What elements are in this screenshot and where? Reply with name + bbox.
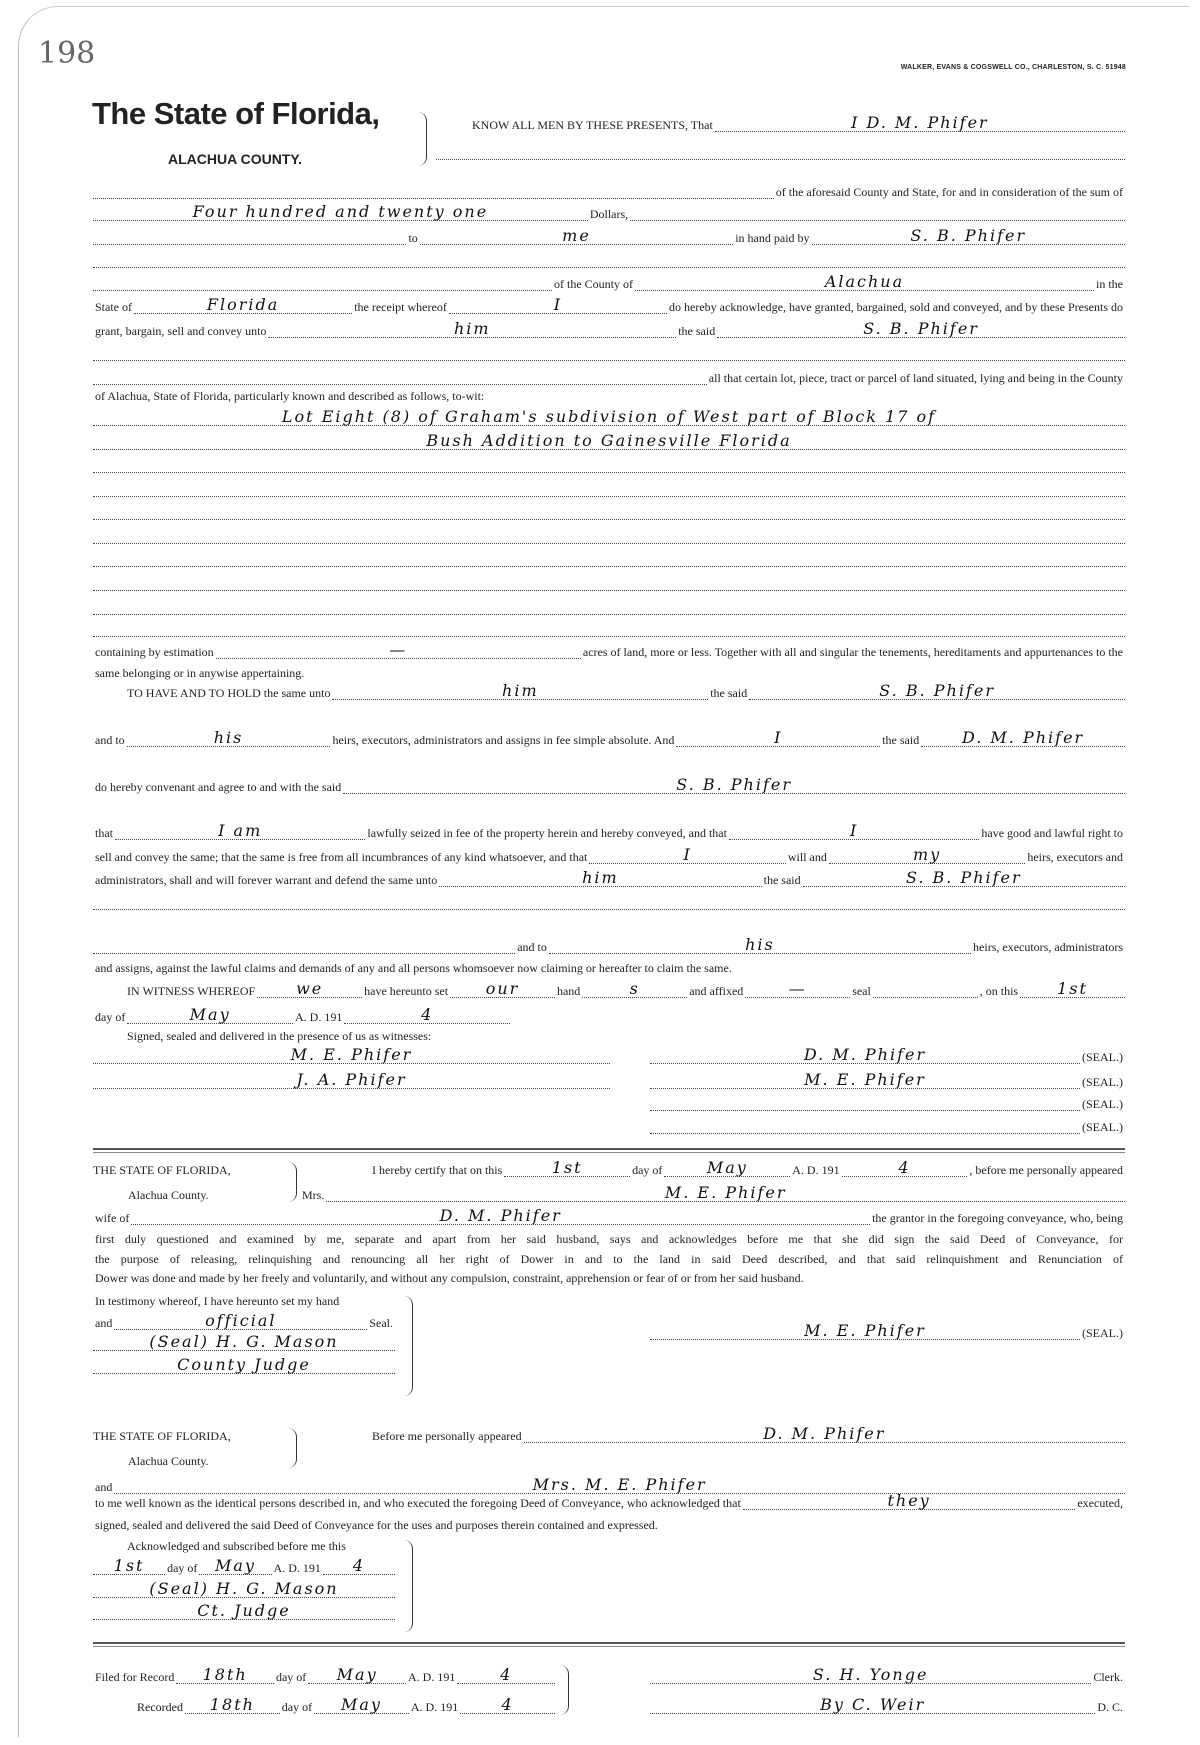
printed-text: day of — [275, 1670, 307, 1684]
handwritten-entry: M. E. Phifer — [664, 1183, 787, 1202]
form-line — [135, 1694, 555, 1714]
form-line — [125, 978, 1125, 998]
printed-text: In testimony whereof, I have hereunto set my hand — [95, 1294, 340, 1308]
handwritten-entry: 1st — [1057, 979, 1088, 998]
form-line — [93, 430, 1125, 450]
form-line — [650, 1320, 1125, 1340]
handwritten-entry: By C. Weir — [820, 1695, 926, 1714]
handwritten-entry: May — [341, 1695, 382, 1714]
handwritten-entry: they — [887, 1491, 931, 1510]
printed-text: in hand paid by — [735, 231, 810, 245]
form-line — [470, 112, 1125, 132]
fill-in-field[interactable] — [582, 979, 687, 998]
form-line — [650, 1069, 1125, 1089]
printed-text: (SEAL.) — [1082, 1075, 1123, 1089]
fill-in-field[interactable] — [127, 728, 331, 747]
fill-in-field[interactable] — [460, 1695, 555, 1714]
fill-in-field[interactable] — [436, 145, 1125, 160]
printed-text: day of — [281, 1700, 313, 1714]
handwritten-entry: I — [553, 295, 563, 314]
printed-text: Acknowledged and subscribed before me this — [127, 1539, 346, 1553]
form-line — [93, 524, 1125, 544]
form-line — [93, 890, 1125, 910]
printed-text: to — [408, 231, 418, 245]
printed-text: State of — [95, 300, 132, 314]
printed-text: Clerk. — [1093, 1670, 1123, 1684]
handwritten-entry: I am — [218, 821, 263, 840]
handwritten-entry: D. M. Phifer — [961, 728, 1085, 747]
cert-county-label: Alachua County. — [128, 1188, 209, 1202]
fill-in-field[interactable] — [812, 226, 1125, 245]
form-line — [93, 225, 1125, 245]
handwritten-entry: 1st — [551, 1158, 583, 1177]
fill-in-field[interactable] — [589, 845, 786, 864]
form-line — [93, 844, 1125, 864]
county-heading: ALACHUA COUNTY. — [168, 151, 303, 167]
printed-text: all that certain lot, piece, tract or parcel of land situated, lying and being in the County — [708, 371, 1123, 385]
handwritten-entry: — — [389, 640, 408, 659]
handwritten-entry: Florida — [206, 295, 280, 314]
printed-text: (SEAL.) — [1082, 1097, 1123, 1111]
handwritten-entry: J. A. Phifer — [296, 1070, 407, 1089]
handwritten-entry: 4 — [898, 1158, 911, 1177]
printed-text: Signed, sealed and delivered in the presence of us as witnesses: — [127, 1029, 432, 1043]
fill-in-field[interactable] — [326, 1183, 1125, 1202]
handwritten-entry: S. B. Phifer — [905, 868, 1022, 887]
printed-text: executed, — [1077, 1496, 1123, 1510]
form-line — [93, 1288, 395, 1308]
section-divider — [93, 1642, 1125, 1647]
fill-in-field[interactable] — [650, 1096, 1080, 1111]
printed-text: have hereunto set — [364, 984, 449, 998]
handwritten-entry: May — [336, 1665, 378, 1684]
fill-in-field[interactable] — [650, 1321, 1080, 1340]
fill-in-field[interactable] — [450, 979, 555, 998]
form-line — [93, 406, 1125, 426]
fill-in-field[interactable] — [93, 1045, 610, 1064]
handwritten-entry: — — [788, 979, 807, 998]
form-line — [93, 639, 1125, 659]
handwritten-entry: May — [706, 1158, 748, 1177]
printed-text: and assigns, against the lawful claims and demands of any and all persons whomsoever now claiming or hereafter to claim the same. — [95, 961, 732, 975]
printed-text: (SEAL.) — [1082, 1120, 1123, 1134]
printed-text: and to — [95, 733, 125, 747]
form-line — [93, 179, 1125, 199]
brace — [560, 1665, 569, 1715]
brace — [404, 1296, 413, 1396]
handwritten-entry: 18th — [202, 1665, 248, 1684]
fill-in-field[interactable] — [439, 868, 761, 887]
printed-text: do hereby convenant and agree to and with the said — [95, 780, 342, 794]
printed-text: grant, bargain, sell and convey unto — [95, 324, 267, 338]
printed-text: day of — [632, 1163, 663, 1177]
printed-text: of Alachua, State of Florida, particularly known and described as follows, to-wit: — [95, 389, 485, 403]
handwritten-entry: M. E. Phifer — [804, 1070, 926, 1089]
cert2-county-label: Alachua County. — [128, 1454, 209, 1468]
handwritten-entry: I — [850, 821, 859, 840]
fill-in-field[interactable] — [93, 895, 1125, 910]
fill-in-field[interactable] — [93, 458, 1125, 473]
fill-in-field[interactable] — [114, 1311, 367, 1330]
fill-in-field[interactable] — [676, 728, 880, 747]
printed-text: the said — [763, 873, 801, 887]
printed-text: Dollars, — [589, 207, 629, 221]
handwritten-entry: M. E. Phifer — [290, 1045, 413, 1064]
printed-text: administrators, shall and will forever warrant and defend the same unto — [95, 873, 438, 887]
fill-in-field[interactable] — [93, 939, 515, 954]
fill-in-field[interactable] — [729, 821, 979, 840]
fill-in-field[interactable] — [176, 1665, 274, 1684]
brace — [288, 1162, 297, 1202]
handwritten-entry: 4 — [500, 1665, 513, 1684]
fill-in-field[interactable] — [93, 576, 1125, 591]
form-line — [125, 1533, 400, 1553]
fill-in-field[interactable] — [93, 1601, 395, 1620]
fill-in-field[interactable] — [549, 935, 971, 954]
printed-text: and to — [517, 940, 547, 954]
form-line — [93, 1265, 1125, 1285]
form-line — [93, 1004, 510, 1024]
form-line — [93, 934, 1125, 954]
form-line — [93, 1512, 1125, 1532]
form-line — [93, 500, 1125, 520]
printed-text: Before me personally appeared — [372, 1429, 522, 1443]
fill-in-field[interactable] — [717, 319, 1125, 338]
printed-text: Mrs. — [302, 1188, 325, 1202]
handwritten-entry: Mrs. M. E. Phifer — [532, 1475, 707, 1494]
printed-text: of the aforesaid County and State, for and in consideration of the sum of — [775, 185, 1123, 199]
handwritten-entry: our — [485, 979, 520, 998]
form-line — [93, 248, 1125, 268]
form-line — [650, 1694, 1125, 1714]
handwritten-entry: D. M. Phifer — [763, 1424, 886, 1443]
handwritten-entry: (Seal) H. G. Mason — [149, 1579, 339, 1598]
form-line — [93, 820, 1125, 840]
printed-text: I hereby certify that on this — [372, 1163, 503, 1177]
fill-in-field[interactable] — [314, 1695, 409, 1714]
fill-in-field[interactable] — [93, 552, 1125, 567]
fill-in-field[interactable] — [803, 868, 1125, 887]
handwritten-entry: I D. M. Phifer — [851, 113, 989, 132]
printed-text: seal — [852, 984, 871, 998]
fill-in-field[interactable] — [743, 1491, 1076, 1510]
printed-text: in the — [1096, 277, 1123, 291]
form-line — [93, 365, 1125, 385]
form-line — [93, 1044, 610, 1064]
fill-in-field[interactable] — [449, 295, 667, 314]
printed-text: day of — [95, 1010, 126, 1024]
form-line — [93, 571, 1125, 591]
cert-state-label: THE STATE OF FLORIDA, — [93, 1163, 231, 1177]
fill-in-field[interactable] — [93, 1332, 395, 1351]
form-line — [93, 1490, 1125, 1510]
printed-text: wife of — [95, 1211, 130, 1225]
printed-text: , before me personally appeared — [969, 1163, 1123, 1177]
form-line — [93, 617, 1125, 637]
handwritten-entry: him — [582, 868, 619, 887]
printed-text: heirs, executors, administrators and assigns in fee simple absolute. And — [332, 733, 675, 747]
printer-imprint: WALKER, EVANS & COGSWELL CO., CHARLESTON, S. C. 51948 — [900, 64, 1126, 71]
fill-in-field[interactable] — [93, 529, 1125, 544]
handwritten-entry: his — [213, 728, 244, 747]
handwritten-entry: D. M. Phifer — [803, 1045, 927, 1064]
handwritten-entry: S. H. Yonge — [812, 1665, 929, 1684]
fill-in-field[interactable] — [134, 295, 352, 314]
printed-text: acres of land, more or less. Together with all and singular the tenements, hereditaments and appurtenances to the — [582, 645, 1123, 659]
document-title: The State of Florida, — [92, 96, 380, 131]
printed-text: day of — [167, 1561, 198, 1575]
printed-text: hand — [556, 984, 581, 998]
printed-text: the purpose of releasing, relinquishing and renouncing all her right of Dower in and to the land in said Deed described, and that said relinquishment and Renunciation of — [95, 1252, 1123, 1266]
form-line — [93, 1354, 395, 1374]
handwritten-entry: I — [774, 728, 783, 747]
printed-text: heirs, executors and — [1027, 850, 1123, 864]
fill-in-field[interactable] — [664, 1158, 790, 1177]
form-line — [125, 1023, 600, 1043]
form-line — [93, 1246, 1125, 1266]
fill-in-field[interactable] — [93, 431, 1125, 450]
handwritten-entry: Bush Addition to Gainesville Florida — [426, 431, 792, 450]
fill-in-field[interactable] — [524, 1424, 1125, 1443]
printed-text: A. D. 191 — [792, 1163, 840, 1177]
printed-text: the grantor in the foregoing conveyance, who, being — [872, 1211, 1123, 1225]
page-number: 198 — [38, 36, 96, 71]
fill-in-field[interactable] — [93, 1070, 610, 1089]
handwritten-entry: him — [454, 319, 491, 338]
printed-text: (SEAL.) — [1082, 1326, 1123, 1340]
fill-in-field[interactable] — [93, 253, 1125, 268]
form-line — [650, 1091, 1125, 1111]
printed-text: sell and convey the same; that the same is free from all incumbrances of any kind whatsoever, and that — [95, 850, 588, 864]
handwritten-entry: D. M. Phifer — [439, 1206, 562, 1225]
fill-in-field[interactable] — [829, 845, 1026, 864]
fill-in-field[interactable] — [93, 1579, 395, 1598]
handwritten-entry: S. B. Phifer — [910, 226, 1027, 245]
printed-text: and affixed — [689, 984, 744, 998]
fill-in-field[interactable] — [650, 1045, 1080, 1064]
printed-text: the said — [710, 686, 748, 700]
printed-text: do hereby acknowledge, have granted, bargained, sold and conveyed, and by these Presents do — [669, 300, 1123, 314]
printed-text: A. D. 191 — [295, 1010, 343, 1024]
handwritten-entry: S. B. Phifer — [676, 775, 792, 794]
handwritten-entry: I — [683, 845, 692, 864]
fill-in-field[interactable] — [343, 775, 1125, 794]
fill-in-field[interactable] — [630, 206, 1125, 221]
handwritten-entry: (Seal) H. G. Mason — [149, 1332, 339, 1351]
fill-in-field[interactable] — [115, 821, 365, 840]
printed-text: signed, sealed and delivered the said Deed of Conveyance for the uses and purposes therein contained and expressed. — [95, 1518, 658, 1532]
cert2-state-label: THE STATE OF FLORIDA, — [93, 1429, 231, 1443]
handwritten-entry: s — [629, 979, 640, 998]
fill-in-field[interactable] — [216, 640, 581, 659]
fill-in-field[interactable] — [131, 1206, 870, 1225]
fill-in-field[interactable] — [93, 1355, 395, 1374]
handwritten-entry: 4 — [421, 1005, 434, 1024]
fill-in-field[interactable] — [504, 1158, 630, 1177]
fill-in-field[interactable] — [650, 1070, 1080, 1089]
printed-text: heirs, executors, administrators — [973, 940, 1124, 954]
handwritten-entry: him — [502, 681, 539, 700]
form-line — [93, 1069, 610, 1089]
handwritten-entry: we — [296, 979, 324, 998]
fill-in-field[interactable] — [650, 1665, 1091, 1684]
form-line — [650, 1114, 1125, 1134]
form-line — [93, 341, 1125, 361]
printed-text: first duly questioned and examined by me, separate and apart from her said husband, says and acknowledges before me that she did sign the said Deed of Conveyance, for — [95, 1232, 1123, 1246]
printed-text: IN WITNESS WHEREOF — [127, 984, 256, 998]
form-line — [300, 1182, 1125, 1202]
handwritten-entry: May — [215, 1556, 256, 1575]
printed-text: same belonging or in anywise appertaining. — [95, 666, 305, 680]
fill-in-field[interactable] — [93, 184, 774, 199]
handwritten-entry: County Judge — [177, 1355, 311, 1374]
printed-text: the receipt whereof — [354, 300, 447, 314]
printed-text: of the County of — [554, 277, 633, 291]
fill-in-field[interactable] — [93, 482, 1125, 497]
printed-text: KNOW ALL MEN BY THESE PRESENTS, That — [472, 118, 713, 132]
form-line — [125, 680, 1125, 700]
brace — [288, 1428, 297, 1468]
handwritten-entry: me — [562, 226, 591, 245]
fill-in-field[interactable] — [715, 113, 1125, 132]
form-line — [93, 453, 1125, 473]
handwritten-entry: May — [189, 1005, 231, 1024]
form-line — [93, 1226, 1125, 1246]
handwritten-entry: Ct. Judge — [197, 1601, 291, 1620]
fill-in-field[interactable] — [1020, 979, 1125, 998]
fill-in-field[interactable] — [268, 319, 676, 338]
fill-in-field[interactable] — [323, 1556, 395, 1575]
form-line — [93, 595, 1125, 615]
fill-in-field[interactable] — [93, 407, 1125, 426]
fill-in-field[interactable] — [93, 276, 552, 291]
form-line — [93, 547, 1125, 567]
form-line — [370, 1157, 1125, 1177]
fill-in-field[interactable] — [650, 1119, 1080, 1134]
form-line — [93, 201, 1125, 221]
printed-text: containing by estimation — [95, 645, 214, 659]
printed-text: to me well known as the identical persons described in, and who executed the foregoing Deed of Conveyance, who acknowledged that — [95, 1496, 741, 1510]
handwritten-entry: Alachua — [824, 272, 905, 291]
fill-in-field[interactable] — [185, 1695, 280, 1714]
printed-text: Seal. — [369, 1316, 393, 1330]
brace — [404, 1540, 413, 1632]
handwritten-entry: my — [913, 845, 942, 864]
form-line — [650, 1044, 1125, 1064]
printed-text: Dower was done and made by her freely and voluntarily, and without any compulsion, constraint, apprehension or fear of or from her said husband. — [95, 1271, 804, 1285]
handwritten-entry: M. E. Phifer — [804, 1321, 926, 1340]
printed-text: and — [95, 1316, 113, 1330]
handwritten-entry: official — [205, 1311, 277, 1330]
handwritten-entry: S. B. Phifer — [863, 319, 979, 338]
handwritten-entry: his — [745, 935, 775, 954]
fill-in-field[interactable] — [344, 1005, 510, 1024]
handwritten-entry: S. B. Phifer — [879, 681, 995, 700]
fill-in-field[interactable] — [842, 1158, 968, 1177]
form-line — [93, 1578, 395, 1598]
printed-text: the said — [678, 324, 716, 338]
fill-in-field[interactable] — [257, 979, 362, 998]
fill-in-field[interactable] — [308, 1665, 406, 1684]
form-line — [436, 140, 1125, 160]
fill-in-field[interactable] — [93, 1556, 165, 1575]
handwritten-entry: 18th — [209, 1695, 255, 1714]
brace — [418, 112, 427, 166]
handwritten-entry: Lot Eight (8) of Graham's subdivision of West part of Block 17 of — [281, 407, 937, 426]
fill-in-field[interactable] — [93, 202, 588, 221]
printed-text: have good and lawful right to — [981, 826, 1124, 840]
form-line — [93, 1310, 395, 1330]
fill-in-field[interactable] — [873, 983, 978, 998]
fill-in-field[interactable] — [420, 226, 733, 245]
printed-text: Recorded — [137, 1700, 183, 1714]
printed-text: lawfully seized in fee of the property herein and hereby conveyed, and that — [367, 826, 727, 840]
printed-text: , on this — [979, 984, 1019, 998]
form-line — [93, 477, 1125, 497]
form-line — [93, 1205, 1125, 1225]
form-line — [93, 294, 1125, 314]
form-line — [650, 1664, 1125, 1684]
printed-text: Filed for Record — [95, 1670, 175, 1684]
fill-in-field[interactable] — [93, 346, 1125, 361]
fill-in-field[interactable] — [93, 505, 1125, 520]
handwritten-entry: 4 — [352, 1556, 366, 1575]
form-line — [93, 318, 1125, 338]
fill-in-field[interactable] — [199, 1556, 271, 1575]
handwritten-entry: 1st — [113, 1556, 145, 1575]
printed-text: A. D. 191 — [273, 1561, 321, 1575]
fill-in-field[interactable] — [749, 681, 1125, 700]
fill-in-field[interactable] — [745, 979, 850, 998]
form-line — [93, 774, 1125, 794]
form-line — [370, 1423, 1125, 1443]
fill-in-field[interactable] — [635, 272, 1094, 291]
fill-in-field[interactable] — [93, 600, 1125, 615]
handwritten-entry: Four hundred and twenty one — [192, 202, 489, 221]
fill-in-field[interactable] — [457, 1665, 555, 1684]
form-line — [93, 867, 1125, 887]
form-line — [93, 1600, 395, 1620]
printed-text: (SEAL.) — [1082, 1050, 1123, 1064]
fill-in-field[interactable] — [650, 1695, 1095, 1714]
form-line — [93, 271, 1125, 291]
fill-in-field[interactable] — [332, 681, 708, 700]
fill-in-field[interactable] — [127, 1005, 293, 1024]
handwritten-entry: 4 — [501, 1695, 514, 1714]
printed-text: TO HAVE AND TO HOLD the same unto — [127, 686, 331, 700]
form-line — [93, 955, 1125, 975]
printed-text: that — [95, 826, 113, 840]
fill-in-field[interactable] — [921, 728, 1125, 747]
printed-text: A. D. 191 — [407, 1670, 456, 1684]
form-line — [93, 727, 1125, 747]
section-divider — [93, 1148, 1125, 1153]
form-line — [93, 383, 1125, 403]
printed-text: D. C. — [1097, 1700, 1123, 1714]
fill-in-field[interactable] — [93, 622, 1125, 637]
fill-in-field[interactable] — [93, 230, 406, 245]
printed-text: the said — [882, 733, 920, 747]
form-line — [93, 1664, 555, 1684]
form-line — [93, 660, 1125, 680]
printed-text: will and — [787, 850, 827, 864]
printed-text: and — [95, 1480, 113, 1494]
form-line — [93, 1555, 395, 1575]
form-line — [93, 1331, 395, 1351]
printed-text: A. D. 191 — [410, 1700, 459, 1714]
